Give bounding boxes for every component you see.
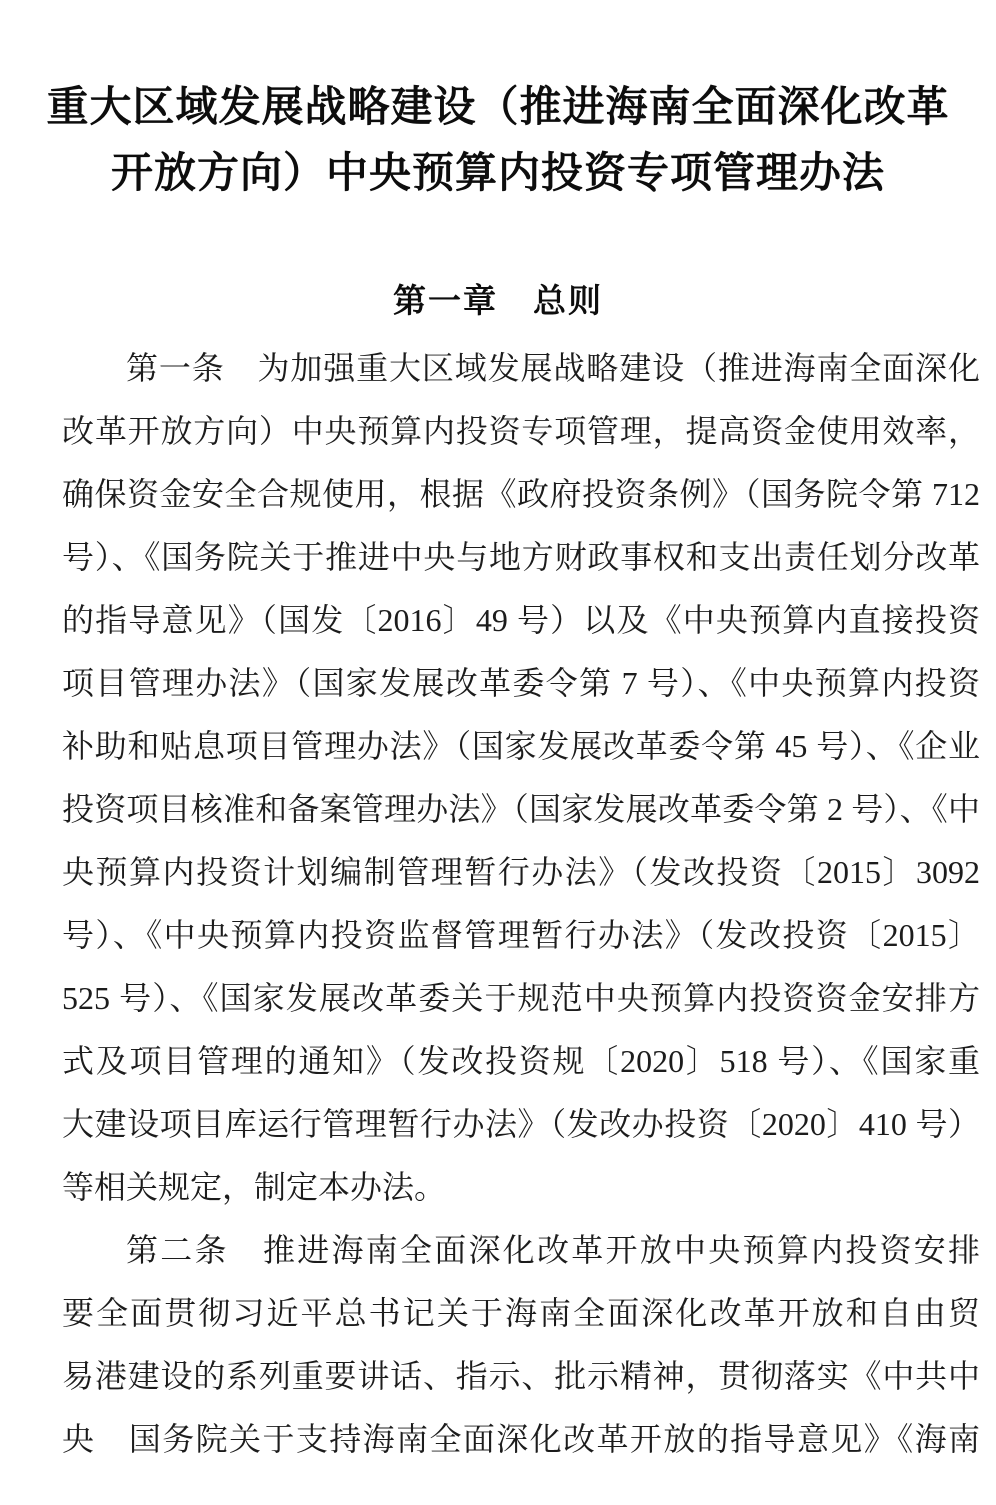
article-1-line: 等相关规定，制定本办法。 [62,1169,447,1205]
article-2-line: 易港建设的系列重要讲话、指示、批示精神，贯彻落实《中共中 [62,1358,980,1394]
article-1-line: 改革开放方向）中央预算内投资专项管理，提高资金使用效率， [62,413,980,449]
title-line-2: 开放方向）中央预算内投资专项管理办法 [110,151,885,197]
document-title [8,75,988,207]
article-2-line: 央 国务院关于支持海南全面深化改革开放的指导意见》《海南 [62,1421,980,1457]
article-1-line: 补助和贴息项目管理办法》（国家发展改革委令第 45 号）、《企业 [62,728,980,764]
article-1-line: 号）、《中央预算内投资监督管理暂行办法》（发改投资〔2015〕 [62,917,980,953]
article-1-line: 式及项目管理的通知》（发改投资规〔2020〕518 号）、《国家重 [62,1043,980,1079]
article-2-line: 第二条 推进海南全面深化改革开放中央预算内投资安排 [126,1232,980,1268]
article-1 [62,337,980,1219]
document-body [62,337,980,1471]
article-1-line: 央预算内投资计划编制管理暂行办法》（发改投资〔2015〕3092 [62,854,980,890]
article-1-line: 号）、《国务院关于推进中央与地方财政事权和支出责任划分改革 [62,539,980,575]
article-1-line: 确保资金安全合规使用，根据《政府投资条例》（国务院令第 712 [62,476,980,512]
article-1-line: 的指导意见》（国发〔2016〕49 号）以及《中央预算内直接投资 [62,602,980,638]
article-2 [62,1219,980,1471]
article-1-line: 525 号）、《国家发展改革委关于规范中央预算内投资资金安排方 [62,980,980,1016]
article-1-line: 投资项目核准和备案管理办法》（国家发展改革委令第 2 号）、《中 [62,791,980,827]
title-line-1: 重大区域发展战略建设（推进海南全面深化改革 [46,85,950,131]
article-1-line: 大建设项目库运行管理暂行办法》（发改办投资〔2020〕410 号） [62,1106,980,1142]
chapter-heading: 第一章 总则 [393,282,603,319]
article-1-line: 第一条 为加强重大区域发展战略建设（推进海南全面深化 [126,350,980,386]
article-2-line: 要全面贯彻习近平总书记关于海南全面深化改革开放和自由贸 [62,1295,980,1331]
article-1-line: 项目管理办法》（国家发展改革委令第 7 号）、《中央预算内投资 [62,665,980,701]
